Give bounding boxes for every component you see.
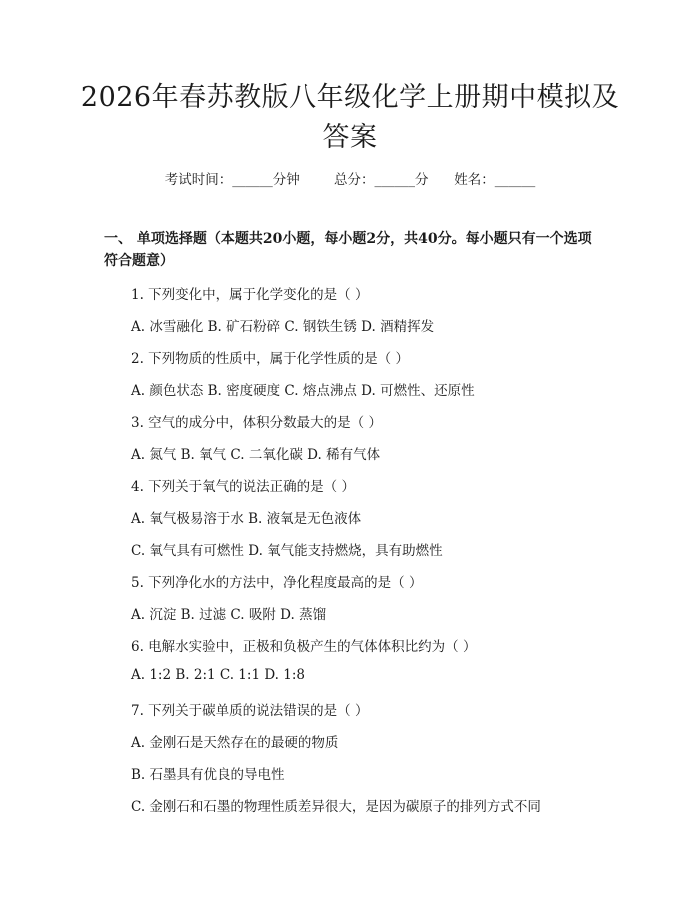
options-line: A. 沉淀 B. 过滤 C. 吸附 D. 蒸馏	[131, 607, 327, 623]
question-line: 2. 下列物质的性质中，属于化学性质的是（ ）	[131, 351, 409, 367]
title-line-1: 2026年春苏教版八年级化学上册期中模拟及	[80, 82, 620, 113]
question-line: 3. 空气的成分中，体积分数最大的是（ ）	[131, 415, 382, 431]
exam-info	[0, 168, 700, 188]
exam-name: 姓名：______	[454, 172, 536, 188]
options-line: A. 冰雪融化 B. 矿石粉碎 C. 钢铁生锈 D. 酒精挥发	[131, 319, 435, 335]
options-line: A. 金刚石是天然存在的最硬的物质	[131, 735, 339, 751]
question-line: 6. 电解水实验中，正极和负极产生的气体体积比约为（ ）	[131, 639, 477, 655]
title-line-2: 答案	[322, 122, 378, 153]
question-line: 5. 下列净化水的方法中，净化程度最高的是（ ）	[131, 575, 423, 591]
options-line: A. 1:2 B. 2:1 C. 1:1 D. 1:8	[131, 667, 305, 683]
section-1-heading: 一、 单项选择题（本题共20小题，每小题2分，共40分。每小题只有一个选项符合题意）	[104, 231, 592, 269]
question-line: 1. 下列变化中，属于化学变化的是（ ）	[131, 287, 369, 303]
options-line: A. 氮气 B. 氧气 C. 二氧化碳 D. 稀有气体	[131, 447, 381, 463]
question-line: 7. 下列关于碳单质的说法错误的是（ ）	[131, 703, 369, 719]
options-line: A. 颜色状态 B. 密度硬度 C. 熔点沸点 D. 可燃性、还原性	[131, 383, 475, 399]
document-title	[60, 78, 640, 158]
exam-score: 总分：______分	[334, 172, 429, 188]
question-line: 4. 下列关于氧气的说法正确的是（ ）	[131, 479, 355, 495]
options-line: C. 氧气具有可燃性 D. 氧气能支持燃烧，具有助燃性	[131, 543, 443, 559]
options-line: C. 金刚石和石墨的物理性质差异很大，是因为碳原子的排列方式不同	[131, 799, 541, 815]
options-line: A. 氧气极易溶于水 B. 液氧是无色液体	[131, 511, 362, 527]
options-line: B. 石墨具有优良的导电性	[131, 767, 285, 783]
exam-time: 考试时间：______分钟	[164, 172, 300, 188]
